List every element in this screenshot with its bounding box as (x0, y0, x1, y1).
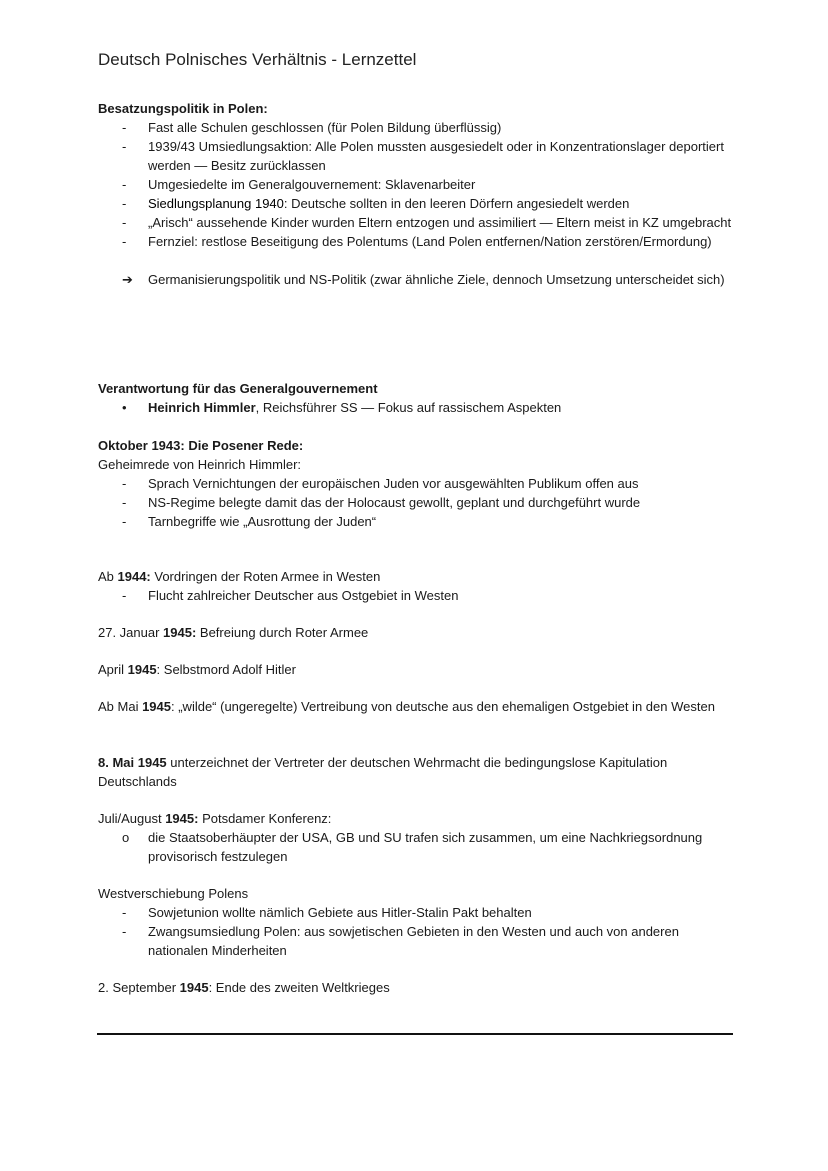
list-item: - Siedlungsplanung 1940: Deutsche sollten in den leeren Dörfern angesiedelt werden (122, 196, 630, 211)
list-item: - NS-Regime belegte damit das der Holocaust gewollt, geplant und durchgeführt wurde (122, 495, 641, 510)
section-intro: Geheimrede von Heinrich Himmler: (98, 457, 302, 472)
list-item: - Flucht zahlreicher Deutscher aus Ostgebiet in Westen (122, 588, 459, 603)
event-kapitulation: 8. Mai 1945 unterzeichnet der Vertreter der deutschen Wehrmacht die bedingungslose Kapitulation Deutschlands (98, 755, 668, 789)
list-item: - Tarnbegriffe wie „Ausrottung der Juden“ (122, 514, 377, 529)
event-ende-weltkrieg: 2. September 1945: Ende des zweiten Weltkrieges (98, 980, 390, 995)
event-1944: Ab 1944: Vordringen der Roten Armee in Westen - Flucht zahlreicher Deutscher aus Ostgebiet in Westen (98, 567, 738, 605)
horizontal-rule (97, 1033, 733, 1035)
event-januar-1945: 27. Januar 1945: Befreiung durch Roter Armee (98, 625, 369, 640)
section-westverschiebung (98, 884, 738, 960)
conclusion-item: ➔ Germanisierungspolitik und NS-Politik (zwar ähnliche Ziele, dennoch Umsetzung unterscheidet sich) (122, 272, 725, 287)
section-posener-rede (98, 436, 738, 531)
list-item: - Zwangsumsiedlung Polen: aus sowjetischen Gebieten in den Westen und auch von anderen nationalen Minderheiten (122, 924, 679, 958)
list-item: - Fernziel: restlose Beseitigung des Polentums (Land Polen entfernen/Nation zerstören/Ermordung) (122, 234, 712, 249)
section-verantwortung (98, 379, 738, 417)
circle-bullet-icon: o (122, 830, 130, 845)
list-item: - Sowjetunion wollte nämlich Gebiete aus Hitler-Stalin Pakt behalten (122, 905, 532, 920)
bullet-icon: • (122, 400, 127, 415)
page-title: Deutsch Polnisches Verhältnis - Lernzettel (98, 50, 417, 69)
list-item: - Fast alle Schulen geschlossen (für Polen Bildung überflüssig) (122, 120, 502, 135)
event-mai-1945: Ab Mai 1945: „wilde“ (ungeregelte) Vertreibung von deutsche aus den ehemaligen Ostgebiet in den Westen (98, 699, 715, 714)
section-heading: Westverschiebung Polens (98, 886, 249, 901)
section-heading: Verantwortung für das Generalgouvernement (98, 381, 378, 396)
section-heading: Besatzungspolitik in Polen: (98, 101, 268, 116)
list-item: - Umgesiedelte im Generalgouvernement: Sklavenarbeiter (122, 177, 476, 192)
section-besatzungspolitik (98, 99, 738, 289)
section-heading: Oktober 1943: Die Posener Rede: (98, 438, 304, 453)
event-april-1945: April 1945: Selbstmord Adolf Hitler (98, 662, 296, 677)
list-item: • Heinrich Himmler, Reichsführer SS — Fokus auf rassischem Aspekten (122, 400, 562, 415)
list-item: - „Arisch“ aussehende Kinder wurden Eltern entzogen und assimiliert — Eltern meist in KZ umgebracht (122, 215, 732, 230)
list-item: - 1939/43 Umsiedlungsaktion: Alle Polen mussten ausgesiedelt oder in Konzentrationslager deportiert werden — Besitz zurücklassen (122, 139, 724, 173)
list-item: o die Staatsoberhäupter der USA, GB und SU trafen sich zusammen, um eine Nachkriegsordnung provisorisch festzulegen (122, 830, 703, 864)
besatzung-list (98, 118, 738, 251)
event-potsdamer-konferenz: Juli/August 1945: Potsdamer Konferenz: o die Staatsoberhäupter der USA, GB und SU trafen sich zusammen, um eine Nachkriegsordnung provisorisch festzulegen (98, 809, 738, 866)
list-item: - Sprach Vernichtungen der europäischen Juden vor ausgewählten Publikum offen aus (122, 476, 639, 491)
arrow-icon: ➔ (122, 272, 133, 287)
